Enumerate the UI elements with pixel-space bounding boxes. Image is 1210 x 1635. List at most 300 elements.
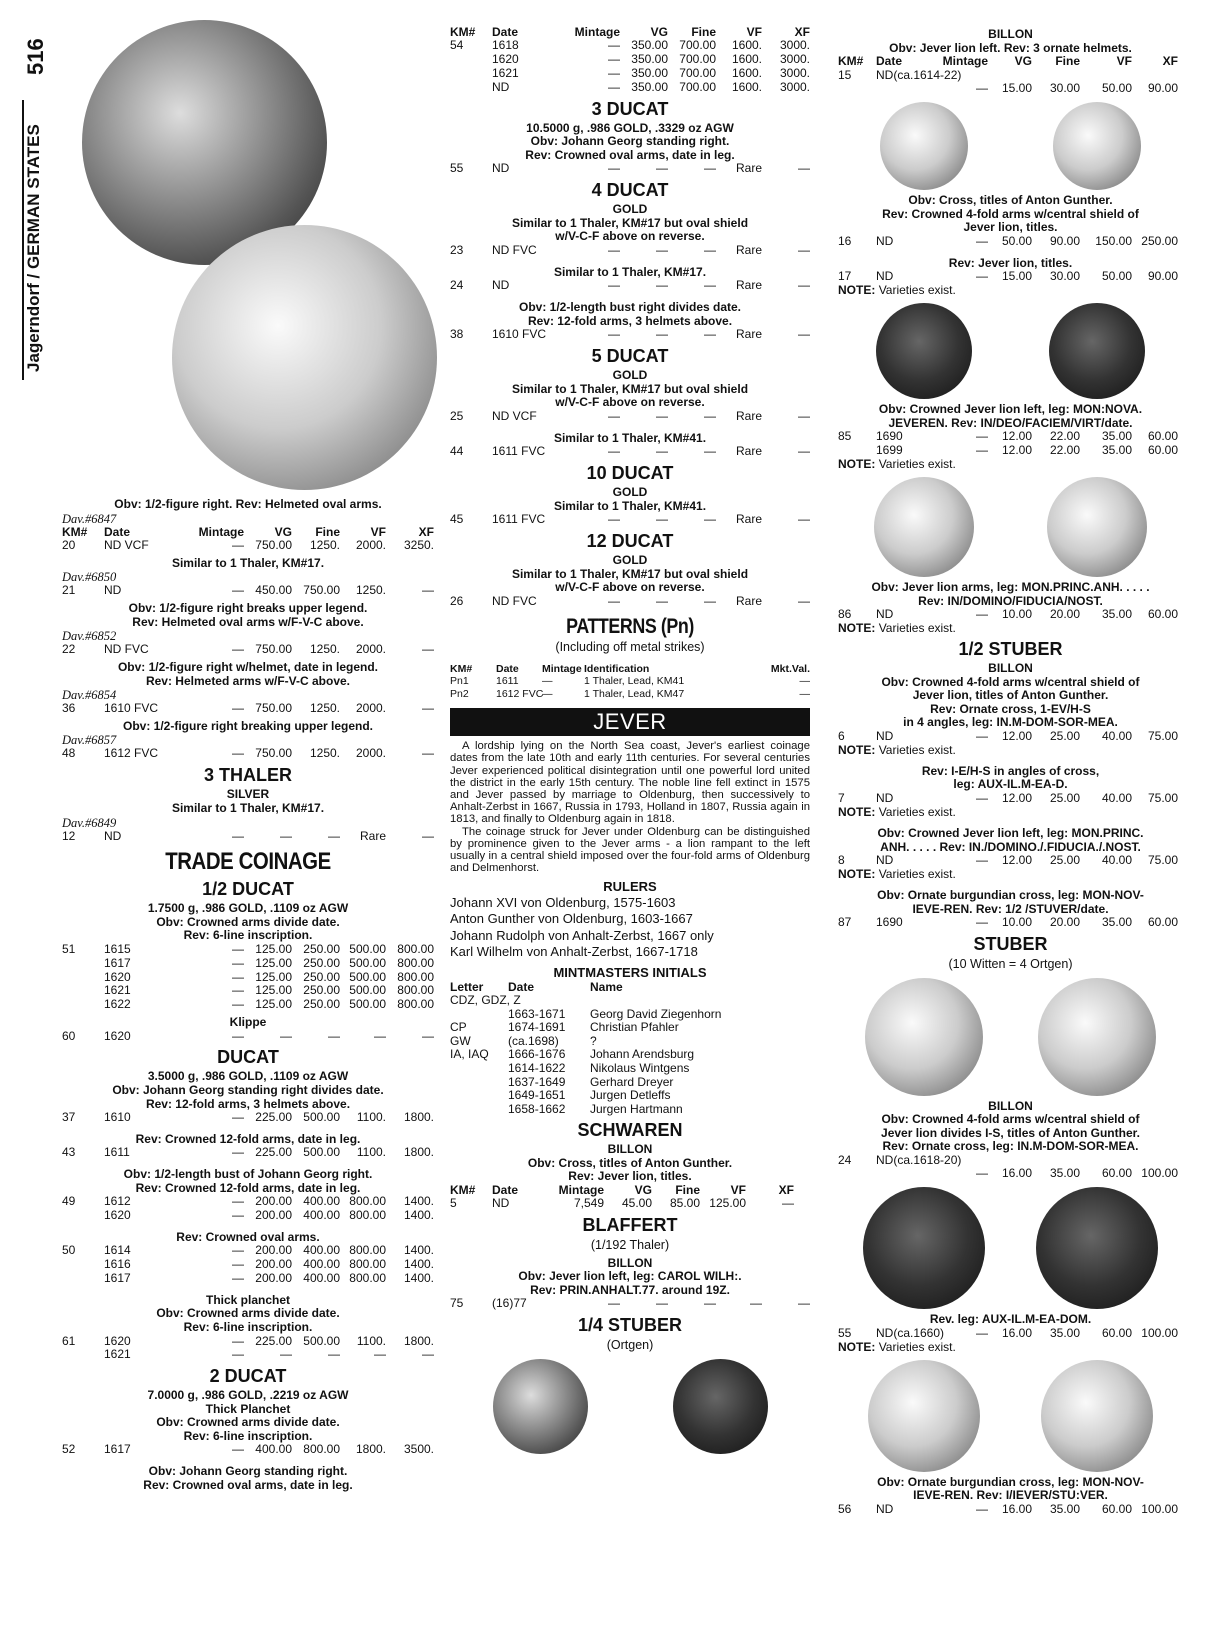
table-cell: CP	[450, 1020, 467, 1035]
list-item	[450, 1021, 810, 1035]
denomination-heading: 12 DUCAT	[586, 531, 674, 552]
table-cell: 21	[62, 583, 76, 598]
table-cell: —	[704, 243, 716, 258]
table-cell: 1610	[104, 1110, 131, 1125]
table-cell: 24	[838, 1152, 852, 1167]
table-row	[450, 1297, 810, 1311]
list-item	[450, 1103, 810, 1117]
dav-ref: Dav.#6854	[62, 688, 117, 703]
table-row	[450, 445, 810, 459]
table-header: KM# Date Mintage VG Fine VF XF	[62, 524, 434, 539]
table-cell: 12.00	[1001, 791, 1032, 806]
table-rows	[62, 1195, 434, 1223]
table-cell: 22	[62, 642, 76, 657]
table-cell: 60.00	[1147, 607, 1178, 622]
table-cell: 1100.	[356, 1110, 386, 1125]
table-cell	[450, 1076, 508, 1090]
coin-image	[493, 1359, 588, 1454]
table-cell	[926, 69, 988, 83]
table-cell: 500.00	[349, 955, 386, 970]
table-cell: —	[328, 1028, 340, 1043]
table-cell: —	[232, 1028, 244, 1043]
table-cell: 35.00	[1049, 1325, 1080, 1340]
table-cell: Rare	[735, 593, 762, 608]
table-cell: 800.00	[349, 1208, 386, 1223]
table-cell: 25	[450, 408, 464, 423]
table-cell: 125.00	[709, 1196, 746, 1211]
table-cell: 1800.	[355, 1442, 386, 1457]
table-row	[62, 984, 434, 998]
table-cell: ND FVC	[492, 243, 537, 258]
description: Obv: 1/2-figure right breaks upper legend. Rev: Helmeted oval arms w/F-V-C above.	[128, 601, 368, 629]
table-cell: 500.00	[303, 1110, 340, 1125]
table-cell: 750.00	[255, 701, 292, 716]
table-cell: —	[782, 1196, 794, 1211]
table-cell: 1614-1622	[508, 1061, 566, 1076]
table-cell: ND(ca.1614-22)	[876, 67, 962, 82]
table-cell	[450, 81, 492, 95]
table-cell: 16	[838, 233, 852, 248]
table-cell: —	[798, 444, 810, 459]
coin-images	[838, 1360, 1183, 1472]
list-item	[450, 994, 810, 1008]
description: Rev: I-E/H-S in angles of cross, leg: AUX-IL.M-EA-D.	[921, 763, 1100, 792]
table-cell: 15.00	[1001, 81, 1032, 96]
table-cell: 1620	[492, 52, 519, 67]
table-cell: 22.00	[1049, 429, 1080, 444]
dav-ref: Dav.#6847	[62, 511, 117, 526]
table-cell: 1600.	[731, 79, 762, 94]
table-cell: 1621	[492, 66, 519, 81]
table-row	[838, 792, 1183, 806]
table-cell: —	[704, 161, 716, 176]
table-cell: —	[656, 243, 668, 258]
table-cell: 750.00	[255, 537, 292, 552]
table-rows	[62, 943, 434, 1012]
table-cell	[450, 1008, 508, 1022]
table-cell: 750.00	[303, 583, 340, 598]
table-cell	[62, 971, 104, 985]
table-row	[62, 584, 434, 598]
table-cell: 1610 FVC	[104, 701, 159, 716]
table-cell: 3000.	[779, 38, 810, 53]
column-1	[62, 0, 434, 1492]
table-cell: 800.00	[303, 1442, 340, 1457]
table-row	[450, 279, 810, 293]
list-item	[450, 1048, 810, 1062]
table-row	[450, 410, 810, 424]
table-cell: —	[374, 1028, 386, 1043]
table-cell: 250.00	[303, 997, 340, 1012]
list-item	[450, 1062, 810, 1076]
coin-image	[868, 1360, 980, 1472]
mintmasters-heading: MINTMASTERS INITIALS	[553, 965, 707, 981]
table-cell: —	[422, 746, 434, 761]
subtitle: (Including off metal strikes)	[555, 640, 705, 655]
table-cell	[62, 957, 104, 971]
table-cell: 87	[838, 915, 852, 930]
table-cell: —	[798, 512, 810, 527]
table-cell: 800.00	[349, 1257, 386, 1272]
table-row	[450, 688, 810, 701]
table-cell: —	[422, 1028, 434, 1043]
table-cell: 40.00	[1101, 853, 1132, 868]
table-cell: —	[976, 429, 988, 444]
table-cell: Rare	[735, 278, 762, 293]
table-cell: 60	[62, 1028, 76, 1043]
table-row	[450, 81, 810, 95]
denomination-heading: 1/2 STUBER	[958, 639, 1063, 660]
table-row	[62, 1111, 434, 1125]
table-cell: 25.00	[1049, 791, 1080, 806]
table-cell: 3000.	[779, 79, 810, 94]
table-cell: —	[656, 278, 668, 293]
table-cell: —	[976, 1501, 988, 1516]
table-row	[62, 747, 434, 761]
coin-image	[865, 978, 983, 1096]
table-cell: 1250.	[309, 701, 340, 716]
table-cell: —	[704, 408, 716, 423]
coin-images	[838, 1187, 1183, 1309]
description: SILVER Similar to 1 Thaler, KM#17.	[171, 787, 325, 815]
denomination-heading: BLAFFERT	[582, 1215, 678, 1236]
denomination-heading: 3 THALER	[203, 765, 292, 786]
table-cell: —	[976, 233, 988, 248]
table-cell: 400.00	[303, 1194, 340, 1209]
table-cell: ND	[876, 728, 894, 743]
table-cell: —	[232, 537, 244, 552]
table-row	[838, 854, 1183, 868]
table-cell: —	[232, 1271, 244, 1286]
coin-image	[863, 1187, 985, 1309]
table-cell: —	[704, 327, 716, 342]
table-cell: 200.00	[255, 1257, 292, 1272]
table-cell: 55	[450, 161, 464, 176]
subtitle: (10 Witten = 4 Ortgen)	[948, 957, 1073, 972]
table-cell: 51	[62, 941, 76, 956]
description: Rev: Crowned 12-fold arms, date in leg.	[135, 1131, 361, 1146]
table-cell: —	[608, 444, 620, 459]
table-cell: 23	[450, 243, 464, 258]
table-cell: —	[704, 278, 716, 293]
table-cell: (16)77	[492, 1296, 527, 1311]
table-cell: —	[232, 583, 244, 598]
denomination-heading: 1/4 STUBER	[577, 1315, 683, 1336]
table-cell: Rare	[735, 512, 762, 527]
patterns-header: KM# Date Mintage Identification Mkt.Val.	[450, 662, 810, 675]
table-cell: —	[280, 1347, 292, 1362]
table-cell: —	[232, 941, 244, 956]
table-cell: 16.00	[1001, 1325, 1032, 1340]
table-cell: 1800.	[403, 1333, 434, 1348]
table-cell: —	[232, 1194, 244, 1209]
table-cell: 25.00	[1049, 728, 1080, 743]
table-cell: 10.00	[1001, 915, 1032, 930]
table-cell: —	[976, 81, 988, 96]
table-cell: 125.00	[255, 941, 292, 956]
table-cell: 60.00	[1101, 1325, 1132, 1340]
denomination-heading: 2 DUCAT	[209, 1366, 287, 1387]
table-cell: 1699	[876, 442, 903, 457]
table-cell: 60.00	[1147, 442, 1178, 457]
table-cell: 800.00	[397, 983, 434, 998]
table-cell	[62, 984, 104, 998]
patterns-rows	[450, 675, 810, 700]
table-cell	[508, 994, 590, 1008]
table-cell: 45.00	[621, 1196, 652, 1211]
table-cell: 24	[450, 278, 464, 293]
table-cell: 12	[62, 828, 76, 843]
table-cell: —	[232, 1333, 244, 1348]
table-cell: 1612	[104, 1194, 131, 1209]
table-cell: 400.00	[255, 1442, 292, 1457]
table-cell: Rare	[359, 828, 386, 843]
table-cell: —	[704, 1296, 716, 1311]
table-cell: ND(ca.1660)	[876, 1325, 945, 1340]
table-rows	[838, 430, 1183, 458]
description: Obv: Ornate burgundian cross, leg: MON-NOV- IEVE-REN. Rev: 1/2 /STUVER/date.	[877, 888, 1144, 916]
table-cell: —	[656, 408, 668, 423]
table-cell: 700.00	[679, 66, 716, 81]
table-cell	[62, 998, 104, 1012]
description: 3.5000 g, .986 GOLD, .1109 oz AGW Obv: Johann Georg standing right divides date. Rev: 12-fold arms, 3 helmets above.	[112, 1069, 384, 1111]
table-cell: ND VCF	[492, 408, 537, 423]
table-cell: —	[542, 675, 553, 688]
table-cell: 26	[450, 593, 464, 608]
table-cell: 1620	[104, 969, 131, 984]
note: NOTE: Varieties exist.	[838, 1339, 956, 1354]
table-cell: 200.00	[255, 1194, 292, 1209]
table-cell: 700.00	[679, 79, 716, 94]
table-cell: 20	[62, 537, 76, 552]
table-cell: Christian Pfahler	[590, 1020, 679, 1035]
list-item: Johann XVI von Oldenburg, 1575-1603	[450, 895, 676, 911]
table-cell: —	[798, 278, 810, 293]
table-cell: 2000.	[355, 642, 386, 657]
table-cell: —	[608, 512, 620, 527]
coin-image	[1041, 1360, 1153, 1472]
table-cell: —	[422, 828, 434, 843]
coin-image	[1049, 303, 1145, 399]
table-cell: —	[750, 1296, 762, 1311]
table-cell: 1600.	[731, 52, 762, 67]
table-cell: 1658-1662	[508, 1101, 566, 1116]
table-row	[838, 1167, 1183, 1181]
table-row	[838, 82, 1183, 96]
table-cell: —	[374, 1347, 386, 1362]
column-3	[838, 28, 1183, 1517]
list-item	[450, 1035, 810, 1049]
table-cell: 800.00	[397, 941, 434, 956]
table-cell	[988, 69, 1032, 83]
denomination-heading: 5 DUCAT	[591, 346, 669, 367]
table-row	[838, 1154, 1183, 1168]
table-cell: —	[704, 593, 716, 608]
table-cell: 100.00	[1141, 1501, 1178, 1516]
dav-ref: Dav.#6857	[62, 733, 117, 748]
table-cell	[590, 994, 810, 1008]
table-cell: —	[798, 161, 810, 176]
table-cell: 1400.	[403, 1243, 434, 1258]
table-cell: 45	[450, 512, 464, 527]
table-row	[62, 830, 434, 844]
table-row	[838, 1327, 1183, 1341]
coin-image	[1053, 102, 1141, 190]
table-cell: —	[704, 444, 716, 459]
table-cell: 60.00	[1147, 915, 1178, 930]
table-cell: —	[608, 243, 620, 258]
table-cell: —	[232, 1347, 244, 1362]
table-cell: ND	[492, 1196, 510, 1211]
table-row	[62, 1335, 434, 1349]
table-row	[450, 162, 810, 176]
table-header: KM# Date Mintage VG Fine VF XF	[450, 25, 810, 39]
table-cell	[876, 1167, 926, 1181]
table-cell: Pn1	[450, 675, 469, 688]
mintmasters-rows	[450, 994, 810, 1116]
table-cell: GW	[450, 1033, 471, 1048]
table-cell: —	[608, 52, 620, 67]
column-2	[450, 26, 810, 1458]
table-cell: —	[422, 1347, 434, 1362]
table-cell: 125.00	[255, 969, 292, 984]
description: 10.5000 g, .986 GOLD, .3329 oz AGW Obv: Johann Georg standing right. Rev: Crowned oval arms, date in leg.	[525, 120, 735, 162]
table-cell: 250.00	[303, 969, 340, 984]
table-row	[62, 998, 434, 1012]
description: Obv: Crowned Jever lion left, leg: MON:NOVA. JEVEREN. Rev: IN/DEO/FACIEM/VIRT/date.	[878, 402, 1143, 430]
table-cell: 1611 FVC	[492, 512, 546, 527]
description: Obv: 1/2-figure right breaking upper legend.	[122, 718, 374, 733]
table-cell: 8	[838, 853, 845, 868]
table-cell: —	[232, 642, 244, 657]
thaler-images	[62, 0, 434, 498]
table-cell: ND	[876, 269, 894, 284]
table-cell: Nikolaus Wintgens	[590, 1061, 690, 1076]
table-cell: —	[608, 66, 620, 81]
table-cell: 85	[838, 429, 852, 444]
mintmasters-header: Letter Date Name	[450, 979, 623, 994]
description: Obv: Jever lion arms, leg: MON.PRINC.ANH. . . . . Rev: IN/DOMINO/FIDUCIA/NOST.	[871, 579, 1150, 608]
table-cell: 40.00	[1101, 728, 1132, 743]
description: Klippe	[229, 1014, 267, 1029]
table-cell: ND	[876, 233, 894, 248]
table-cell: —	[232, 969, 244, 984]
table-cell: ND	[492, 161, 510, 176]
table-row	[450, 53, 810, 67]
table-cell: 86	[838, 607, 852, 622]
table-cell: 2000.	[355, 701, 386, 716]
table-cell: 50.00	[1101, 269, 1132, 284]
table-cell: 700.00	[679, 38, 716, 53]
table-cell: 1611	[496, 675, 519, 688]
table-row	[62, 539, 434, 553]
description: GOLD Similar to 1 Thaler, KM#17 but oval shield w/V-C-F above on reverse.	[511, 202, 749, 244]
table-cell: ND VCF	[104, 537, 149, 552]
table-cell: 1250.	[355, 583, 386, 598]
table-cell: 200.00	[255, 1208, 292, 1223]
description: Rev: Jever lion, titles.	[948, 255, 1073, 270]
table-cell: ND	[492, 278, 510, 293]
description: Rev. leg: AUX-IL.M-EA-DOM.	[929, 1312, 1092, 1327]
table-cell: 1620	[104, 1028, 131, 1043]
table-cell: —	[280, 1028, 292, 1043]
table-cell	[450, 1062, 508, 1076]
description: Obv: Crowned Jever lion left, leg: MON.PRINC. ANH. . . . . Rev: IN./DOMINO./.FIDUCIA./.NOST.	[877, 826, 1144, 854]
table-cell: —	[798, 1296, 810, 1311]
side-title	[12, 20, 56, 380]
description: Thick planchet Obv: Crowned arms divide date. Rev: 6-line inscription.	[156, 1292, 340, 1334]
section-heading: TRADE COINAGE	[165, 848, 331, 876]
coin-images	[838, 102, 1183, 190]
table-cell: 1400.	[403, 1271, 434, 1286]
table-cell	[1032, 69, 1080, 83]
section-heading: PATTERNS (Pn)	[566, 614, 694, 638]
table-cell: 75.00	[1147, 791, 1178, 806]
table-row	[62, 1195, 434, 1209]
table-row	[62, 643, 434, 657]
table-cell: 36	[62, 701, 76, 716]
table-cell: —	[976, 607, 988, 622]
note: NOTE: Varieties exist.	[838, 620, 956, 635]
description: Obv: Johann Georg standing right. Rev: Crowned oval arms, date in leg.	[143, 1464, 353, 1492]
table-cell: 75	[450, 1296, 464, 1311]
table-cell: —	[976, 442, 988, 457]
description: Obv: Cross, titles of Anton Gunther. Rev: Crowned 4-fold arms w/central shield of Jever lion, titles.	[882, 193, 1139, 235]
table-cell: —	[542, 687, 553, 700]
table-cell: —	[328, 1347, 340, 1362]
table-cell: 125.00	[255, 997, 292, 1012]
table-cell: 3000.	[779, 66, 810, 81]
table-cell: 100.00	[1141, 1166, 1178, 1181]
table-cell: —	[704, 512, 716, 527]
table-cell: 250.00	[303, 955, 340, 970]
table-cell: 50.00	[1101, 81, 1132, 96]
table-cell: 35.00	[1049, 1166, 1080, 1181]
table-cell: 90.00	[1147, 269, 1178, 284]
table-cell: 250.00	[303, 941, 340, 956]
dav-ref: Dav.#6852	[62, 629, 117, 644]
table-cell: 90.00	[1049, 233, 1080, 248]
denomination-heading: DUCAT	[217, 1047, 279, 1068]
table-cell: 1400.	[403, 1208, 434, 1223]
table-cell: 1100.	[356, 1333, 386, 1348]
table-row	[838, 69, 1183, 83]
table-cell: 800.00	[349, 1271, 386, 1286]
table-cell: 30.00	[1049, 269, 1080, 284]
table-cell: 1600.	[731, 38, 762, 53]
table-cell: —	[608, 278, 620, 293]
list-item	[450, 1008, 810, 1022]
description: Obv: 1/2-length bust of Johann Georg right. Rev: Crowned 12-fold arms, date in leg.	[123, 1167, 373, 1195]
description: 7.0000 g, .986 GOLD, .2219 oz AGW Thick Planchet Obv: Crowned arms divide date. Rev: 6-line inscription.	[147, 1388, 349, 1443]
table-cell: Rare	[735, 408, 762, 423]
description: BILLON Obv: Crowned 4-fold arms w/central shield of Jever lion, titles of Anton Gunther. Rev: Ornate cross, 1-EV/H-S in 4 angles, leg: IN.M-DOM-SOR-MEA.	[881, 661, 1140, 730]
table-cell	[450, 1103, 508, 1117]
table-cell: 7,549	[573, 1196, 604, 1211]
table-cell: Rare	[735, 327, 762, 342]
section-title: Jagerndorf / GERMAN STATES	[24, 124, 43, 372]
table-row	[838, 916, 1183, 930]
table-cell: —	[976, 853, 988, 868]
description: Obv: 1/2-figure right. Rev: Helmeted oval arms.	[114, 497, 382, 511]
coin-image	[874, 477, 974, 577]
table-cell: —	[232, 746, 244, 761]
table-cell: 1690	[876, 915, 903, 930]
table-cell: —	[608, 161, 620, 176]
table-cell: 90.00	[1147, 81, 1178, 96]
table-cell: —	[608, 38, 620, 53]
table-cell: 225.00	[255, 1333, 292, 1348]
